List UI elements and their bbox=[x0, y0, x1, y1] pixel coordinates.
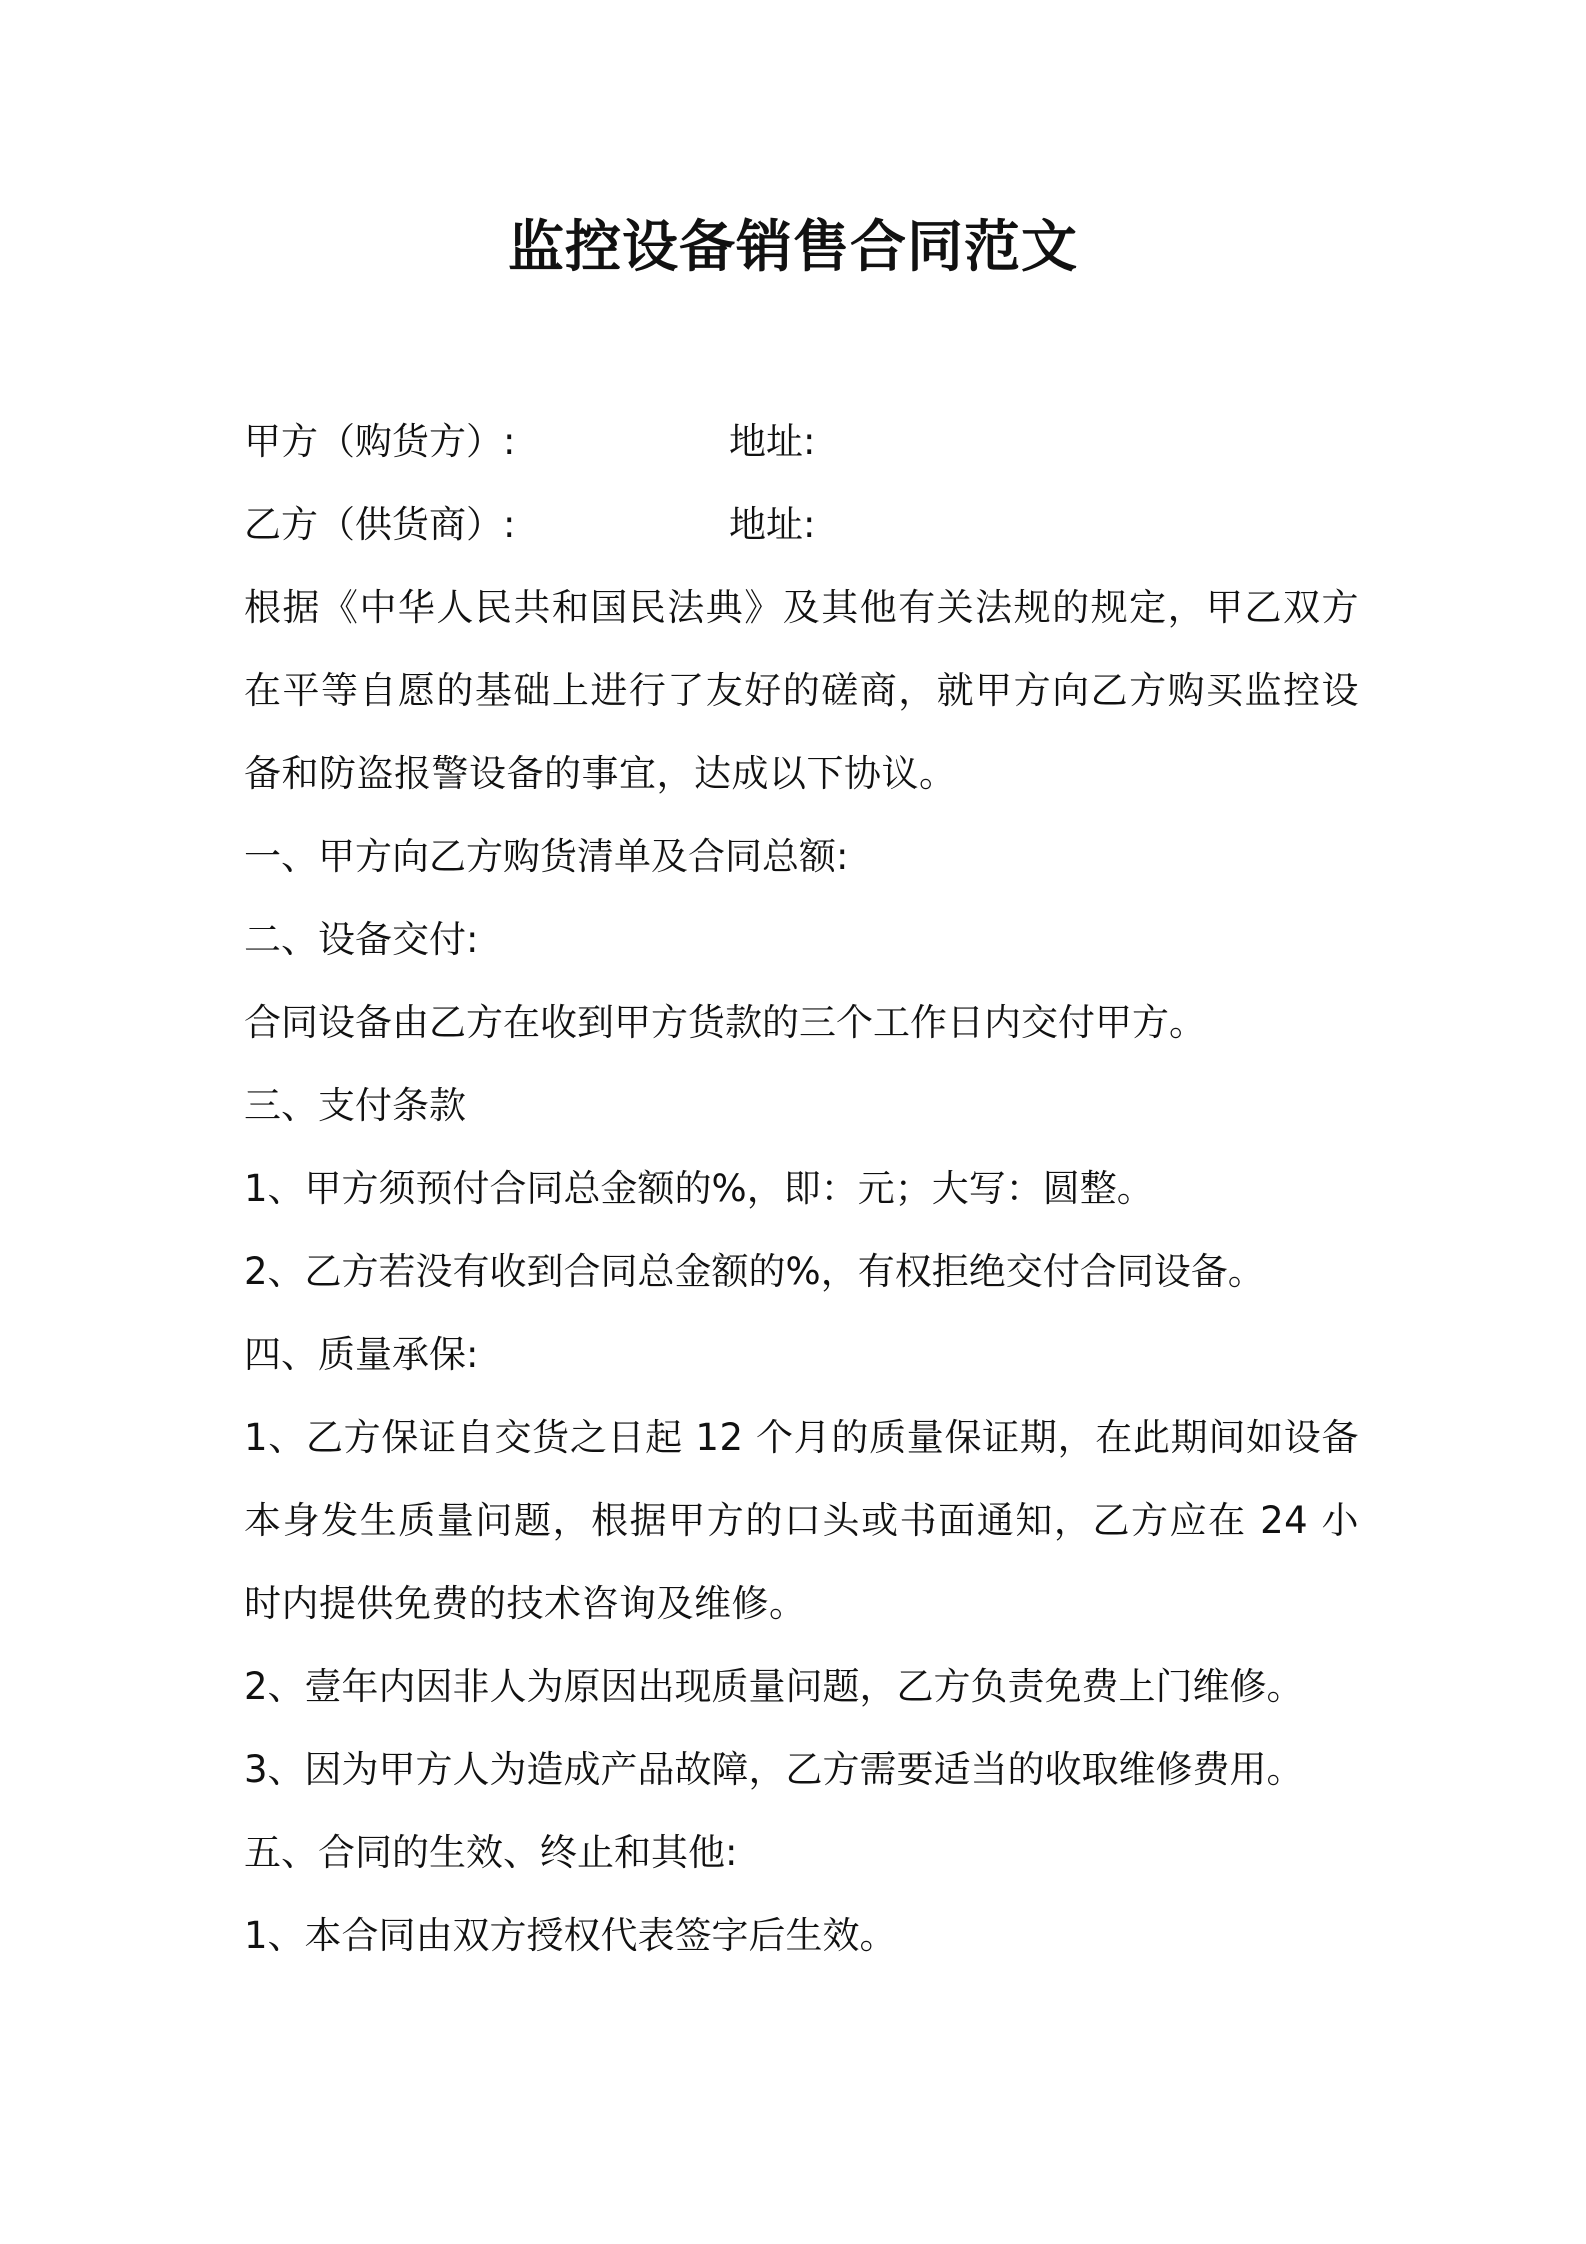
section-2-paragraph: 合同设备由乙方在收到甲方货款的三个工作日内交付甲方。 bbox=[244, 1001, 1206, 1044]
section-heading-2: 二、设备交付: bbox=[244, 918, 479, 961]
section-4-item-2: 2、壹年内因非人为原因出现质量问题，乙方负责免费上门维修。 bbox=[244, 1665, 1304, 1708]
section-3-item-2: 2、乙方若没有收到合同总金额的%，有权拒绝交付合同设备。 bbox=[244, 1250, 1265, 1293]
section-heading-5: 五、合同的生效、终止和其他: bbox=[244, 1831, 738, 1874]
document-title: 监控设备销售合同范文 bbox=[508, 215, 1078, 280]
party-b-row bbox=[244, 483, 1359, 566]
section-heading-3: 三、支付条款 bbox=[244, 1084, 466, 1127]
section-heading-1: 一、甲方向乙方购货清单及合同总额: bbox=[244, 835, 849, 878]
party-b-label: 乙方（供货商）: bbox=[244, 503, 516, 546]
section-heading-4: 四、质量承保: bbox=[244, 1333, 479, 1376]
party-a-label: 甲方（购货方）: bbox=[244, 420, 516, 463]
intro-paragraph: 根据《中华人民共和国民法典》及其他有关法规的规定，甲乙双方在平等自愿的基础上进行了友好的磋商，就甲方向乙方购买监控设备和防盗报警设备的事宜，达成以下协议。 bbox=[244, 586, 1359, 795]
section-5-item-1: 1、本合同由双方授权代表签字后生效。 bbox=[244, 1914, 897, 1957]
section-3-item-1: 1、甲方须预付合同总金额的%，即：元；大写：圆整。 bbox=[244, 1167, 1154, 1210]
party-a-address-label: 地址: bbox=[729, 420, 816, 463]
section-4-item-1: 1、乙方保证自交货之日起 12 个月的质量保证期，在此期间如设备本身发生质量问题，根据甲方的口头或书面通知，乙方应在 24 小时内提供免费的技术咨询及维修。 bbox=[244, 1416, 1359, 1625]
party-a-row bbox=[244, 400, 1359, 483]
party-b-address-label: 地址: bbox=[729, 503, 816, 546]
document-body bbox=[244, 400, 1359, 1977]
section-4-item-3: 3、因为甲方人为造成产品故障，乙方需要适当的收取维修费用。 bbox=[244, 1748, 1304, 1791]
